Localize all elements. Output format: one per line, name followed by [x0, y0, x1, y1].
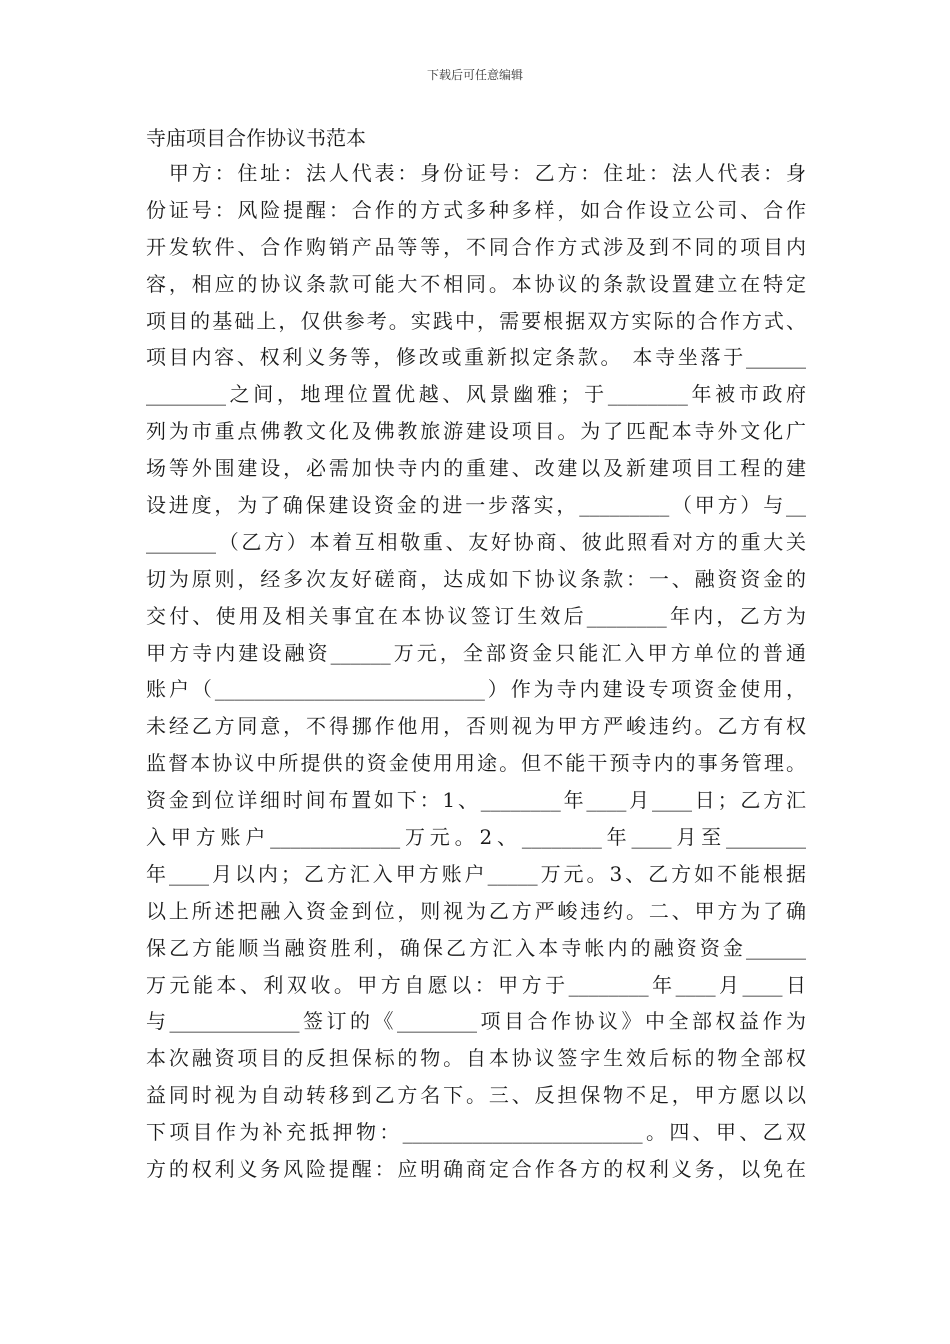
header-note: 下载后可任意编辑 — [426, 68, 523, 82]
body-line: 场等外围建设，必需加快寺内的重建、改建以及新建项目工程的建 — [146, 456, 806, 481]
body-line: 甲方：住址：法人代表：身份证号：乙方：住址：法人代表：身 — [146, 161, 806, 185]
body-line: ________之间，地理位置优越、风景幽雅；于________年被市政府 — [146, 382, 806, 407]
body-line: 下项目作为补充抵押物：________________________。四、甲、乙双 — [146, 1120, 806, 1145]
body-line: 项目内容、权利义务等，修改或重新拟定条款。 本寺坐落于______ — [146, 345, 806, 370]
body-line: 项目的基础上，仅供参考。实践中，需要根据双方实际的合作方式、 — [146, 308, 806, 333]
body-line: 保乙方能顺当融资胜利，确保乙方汇入本寺帐内的融资资金______ — [146, 935, 806, 960]
document-title: 寺庙项目合作协议书范本 — [146, 126, 366, 150]
body-line: 账户（___________________________）作为寺内建设专项资金使用， — [146, 677, 806, 702]
body-line: 甲方寺内建设融资______万元，全部资金只能汇入甲方单位的普通 — [146, 640, 806, 665]
body-line: 监督本协议中所提供的资金使用用途。但不能干预寺内的事务管理。 — [146, 751, 806, 776]
body-line: 以上所述把融入资金到位，则视为乙方严峻违约。二、甲方为了确 — [146, 898, 806, 923]
body-line: 万元能本、利双收。甲方自愿以：甲方于________年____月____日 — [146, 972, 806, 997]
body-line: 份证号：风险提醒：合作的方式多种多样，如合作设立公司、合作 — [146, 197, 806, 222]
body-line: 容，相应的协议条款可能大不相同。本协议的条款设置建立在特定 — [146, 271, 806, 296]
body-line: 交付、使用及相关事宜在本协议签订生效后________年内，乙方为 — [146, 603, 806, 628]
page-header — [0, 66, 950, 83]
body-line: 入甲方账户_____________万元。2、________年____月至________ — [146, 825, 806, 850]
body-line: 开发软件、合作购销产品等等，不同合作方式涉及到不同的项目内 — [146, 234, 806, 259]
body-line: _______（乙方）本着互相敬重、友好协商、彼此照看对方的重大关 — [146, 529, 806, 554]
body-line: 资金到位详细时间布置如下：1、________年____月____日；乙方汇 — [146, 788, 806, 813]
body-line: 益同时视为自动转移到乙方名下。三、反担保物不足，甲方愿以以 — [146, 1083, 806, 1108]
body-line: 设进度，为了确保建设资金的进一步落实，_________（甲方）与__ — [146, 493, 806, 518]
body-line: 方的权利义务风险提醒：应明确商定合作各方的权利义务，以免在 — [146, 1157, 806, 1182]
body-line: 切为原则，经多次友好磋商，达成如下协议条款：一、融资资金的 — [146, 566, 806, 591]
body-line: 年____月以内；乙方汇入甲方账户_____万元。3、乙方如不能根据 — [146, 861, 806, 886]
body-line: 列为市重点佛教文化及佛教旅游建设项目。为了匹配本寺外文化广 — [146, 419, 806, 444]
document-body — [146, 155, 806, 1188]
body-line: 与_____________签订的《________项目合作协议》中全部权益作为 — [146, 1009, 806, 1034]
body-line: 本次融资项目的反担保标的物。自本协议签字生效后标的物全部权 — [146, 1046, 806, 1071]
body-line: 未经乙方同意，不得挪作他用，否则视为甲方严峻违约。乙方有权 — [146, 714, 806, 739]
